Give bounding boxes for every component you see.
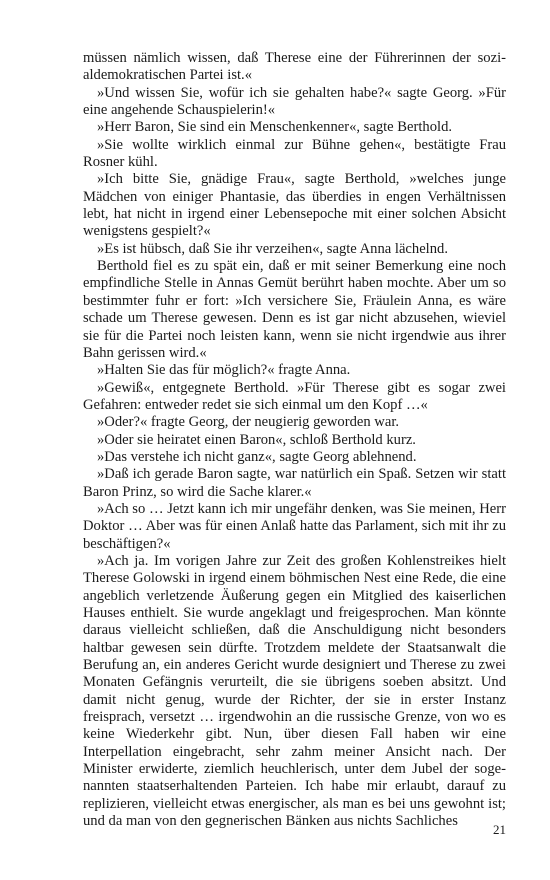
paragraph-11: »Oder sie heiratet einen Baron«, schloß Berthold kurz. xyxy=(97,431,416,448)
paragraph-4: »Sie wollte wirklich einmal zur Bühne gehen«, bestätigte Frau Rosner kühl. xyxy=(83,136,506,171)
paragraph-3: »Herr Baron, Sie sind ein Menschenkenner«, sagte Berthold. xyxy=(97,119,453,136)
book-page-text xyxy=(83,50,506,830)
paragraph-5: »Ich bitte Sie, gnädige Frau«, sagte Berthold, »welches junge Mädchen von einiger Phantasie, das überdies in engen Verhältnissen lebt, hat nicht in irgend einer Lebensepoche mit einer solchen Absicht wenigstens gespielt?« xyxy=(83,171,506,240)
paragraph-9: »Gewiß«, entgegnete Berthold. »Für Therese gibt es sogar zwei Gefahren: entweder redet sie sich einmal um den Kopf …« xyxy=(83,379,506,413)
paragraph-13: »Daß ich gerade Baron sagte, war natürlich ein Spaß. Setzen wir statt Baron Prinz, so wird die Sache klarer.« xyxy=(83,466,506,500)
paragraph-6: »Es ist hübsch, daß Sie ihr verzeihen«, sagte Anna lächelnd. xyxy=(97,240,448,257)
paragraph-8: »Halten Sie das für möglich?« fragte Anna. xyxy=(97,362,351,379)
paragraph-14: »Ach so … Jetzt kann ich mir ungefähr denken, was Sie meinen, Herr Doktor … Aber was für einen Anlaß hatte das Parlament, sich mit ihr zu beschäftigen?« xyxy=(83,500,506,552)
paragraph-2: »Und wissen Sie, wofür ich sie gehalten habe?« sagte Georg. »Für eine angehende Schauspielerin!« xyxy=(83,84,506,119)
paragraph-7: Berthold fiel es zu spät ein, daß er mit seiner Bemerkung eine noch empfindliche Stelle in Annas Gemüt berührt haben mochte. Aber um so bestimmter fuhr er fort: »Ich versichere Sie, Fräulein Anna, es wäre schade um Therese gewesen. Denn es ist gar nicht abzusehen, wieviel sie für die Partei noch leisten kann, wenn sie nicht irgendwie aus ihrer Bahn gerissen wird.« xyxy=(83,258,506,361)
paragraph-10: »Oder?« fragte Georg, der neugierig geworden war. xyxy=(97,414,400,431)
paragraph-1: müssen nämlich wissen, daß Therese eine der Führerinnen der sozialdemokratischen Partei ist.« xyxy=(83,50,506,84)
page-number: 21 xyxy=(493,822,506,837)
paragraph-12: »Das verstehe ich nicht ganz«, sagte Georg ablehnend. xyxy=(97,448,417,465)
paragraph-15: »Ach ja. Im vorigen Jahre zur Zeit des großen Kohlenstreikes hielt Therese Golowski in irgend einem böhmischen Nest eine Rede, die eine angeblich verletzende Äußerung gegen ein Mitglied des kaiserlichen Hauses enthielt. Sie wurde angeklagt und freigesprochen. Man könnte daraus vielleicht schließen, daß die Anschuldigung nicht besonders haltbar gewesen sein dürfte. Trotzdem meldete der Staatsanwalt die Berufung an, ein anderes Gericht wurde designiert und Therese zu zwei Monaten Gefängnis verurteilt, die sie übrigens soeben absitzt. Und damit nicht genug, wurde der Richter, der sie in erster Instanz freisprach, versetzt … irgendwohin an die russische Grenze, von wo es keine Wiederkehr gibt. Nun, über diesen Fall haben wir eine Interpellation eingebracht, sehr zahm meiner Ansicht nach. Der Minister erwiderte, ziemlich heuchlerisch, unter dem Jubel der sogenannten staatserhaltenden Parteien. Ich habe mir erlaubt, darauf zu replizieren, vielleicht etwas energischer, als man es bei uns gewohnt ist; und da man von den gegnerischen Bänken aus nichts Sachliches xyxy=(83,552,506,830)
